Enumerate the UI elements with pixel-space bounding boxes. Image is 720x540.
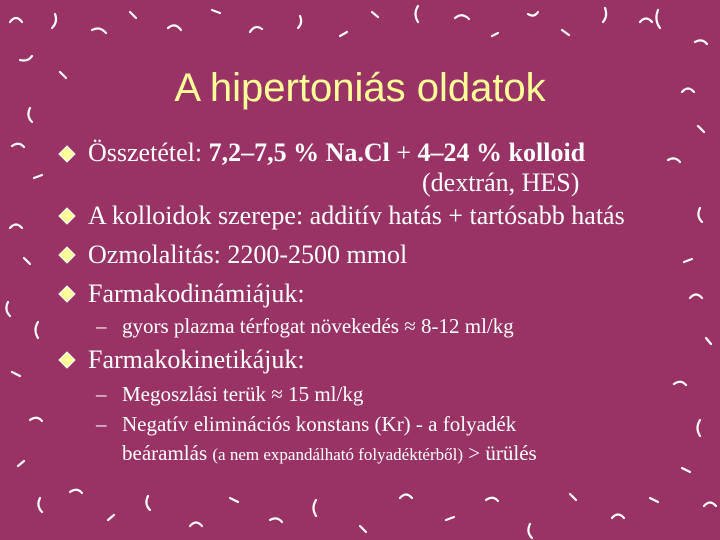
diamond-bullet-icon xyxy=(58,145,76,163)
sub-item-distribution: Megoszlási terük ≈ 15 ml/kg xyxy=(122,382,364,406)
sub-dash: – xyxy=(96,412,107,436)
diamond-bullet-icon xyxy=(58,351,76,369)
bullet-pharmacokinetics: Farmakokinetikájuk: xyxy=(88,345,305,374)
bullet-osmolality: Ozmolalitás: 2200-2500 mmol xyxy=(88,240,408,269)
confetti-top xyxy=(10,6,707,44)
composition-label: Összetétel: xyxy=(88,138,203,167)
sub-dash: – xyxy=(96,314,107,338)
confetti-left xyxy=(6,56,66,512)
slide-title: A hipertoniás oldatok xyxy=(174,66,546,110)
composition-plus: + xyxy=(396,138,412,167)
diamond-bullet-icon xyxy=(58,207,76,225)
sub-item-elimination-continuation xyxy=(122,443,537,464)
bullet-composition xyxy=(88,140,585,166)
sub-item-volume-increase: gyors plazma térfogat növekedés ≈ 8-12 ml/kg xyxy=(122,314,514,338)
bullet-pharmacodynamics: Farmakodinámiájuk: xyxy=(88,279,305,308)
continuation-small: (a nem expandálható folyadéktérből) xyxy=(212,445,464,464)
bullet-colloid-role: A kolloidok szerepe: additív hatás + tartósabb hatás xyxy=(88,201,625,230)
diamond-bullet-icon xyxy=(58,246,76,264)
continuation-tail: > ürülés xyxy=(468,441,537,465)
sub-item-elimination: Negatív eliminációs konstans (Kr) - a folyadék xyxy=(122,412,517,436)
composition-continuation: (dextrán, HES) xyxy=(422,168,580,197)
sub-dash: – xyxy=(96,382,107,406)
composition-nacl: 7,2–7,5 % Na.Cl xyxy=(208,138,390,167)
diamond-bullet-icon xyxy=(58,285,76,303)
composition-colloid: 4–24 % kolloid xyxy=(417,138,586,167)
continuation-main: beáramlás xyxy=(122,441,208,465)
confetti-bottom xyxy=(70,490,658,538)
confetti-right xyxy=(668,89,716,507)
